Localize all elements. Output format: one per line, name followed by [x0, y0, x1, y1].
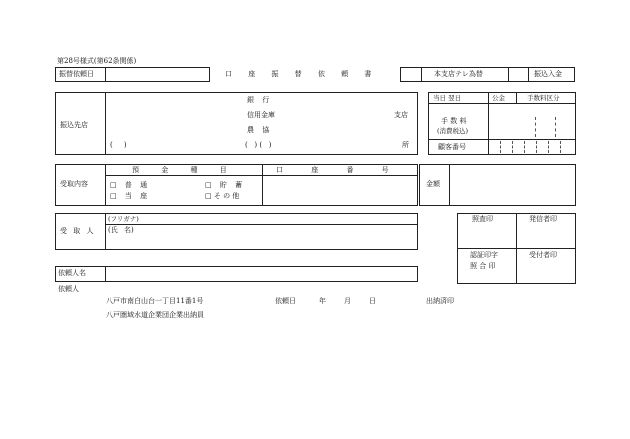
request-day: 日: [369, 297, 376, 305]
option-other[interactable]: □ そ の 他: [205, 192, 240, 200]
footer-requester-label: 依頼人: [58, 285, 79, 293]
furigana-label: (フリガナ): [108, 215, 139, 223]
request-year: 年: [319, 297, 326, 305]
recipient-label: 受 取 人: [60, 227, 96, 235]
transfer-deposit-label: 振込入金: [534, 70, 562, 78]
bank-paren-mid: ( ) ( ): [245, 141, 272, 149]
organization-name: 八戸圏域水道企業団企業出納員: [106, 311, 204, 319]
public-fund-label: 公金: [492, 94, 505, 102]
fee-category-label: 手数料区分: [527, 94, 560, 102]
form-title: 口 座 振 替 依 頼 書: [225, 70, 372, 78]
deposit-section-label: 受取内容: [60, 180, 88, 188]
bank-kind-agri: 農 協: [247, 126, 273, 134]
requester-address: 八戸市南白山台一丁目11番1号: [106, 297, 204, 305]
stamp-receiver: 受付者印: [529, 251, 557, 259]
fee-tax-label: (消費税込): [437, 127, 469, 135]
stamp-issuer: 発信者印: [529, 215, 557, 223]
option-current[interactable]: □ 当 座: [110, 192, 148, 200]
branch-transfer-label: 本支店テレ為替: [434, 70, 483, 78]
customer-number-label: 顧客番号: [438, 143, 466, 151]
requester-name-label: 依頼人名: [58, 269, 86, 277]
bank-kind-credit: 信用金庫: [247, 111, 275, 119]
same-next-day-label: 当日 翌日: [433, 94, 462, 102]
amount-section: [419, 164, 576, 206]
bank-kind-bank: 銀 行: [247, 96, 273, 104]
request-date-label: 依頼日: [275, 297, 296, 305]
stamp-verify-line2: 照 合 印: [470, 262, 496, 270]
account-number-header: 口 座 番 号: [276, 166, 389, 174]
requester-date-label: 振替依頼日: [59, 70, 94, 78]
requester-name-section: [55, 266, 418, 282]
amount-label: 金額: [426, 180, 440, 188]
bank-paren-left: ( ): [110, 141, 127, 149]
bank-section-label: 振込先店: [60, 121, 88, 129]
option-ordinary[interactable]: □ 普 通: [110, 181, 148, 189]
disbursed-stamp-label: 出納済印: [426, 297, 454, 305]
form-number: 第28号様式(第62条関係): [57, 57, 137, 65]
branch-suffix: 支店: [394, 111, 408, 119]
request-month: 月: [344, 297, 351, 305]
option-savings[interactable]: □ 貯 蓄: [205, 181, 243, 189]
branch-transfer-checkbox[interactable]: [400, 67, 422, 82]
stamp-verify-line1: 認証印字: [470, 251, 498, 259]
name-label: (氏 名): [108, 226, 134, 234]
requester-date-field[interactable]: [105, 67, 210, 82]
fee-label: 手 数 料: [441, 117, 467, 125]
stamp-inspector: 照査印: [472, 215, 493, 223]
transfer-deposit-checkbox[interactable]: [508, 67, 529, 82]
location-suffix: 所: [402, 141, 409, 149]
account-type-header: 預 金 種 目: [132, 166, 227, 174]
